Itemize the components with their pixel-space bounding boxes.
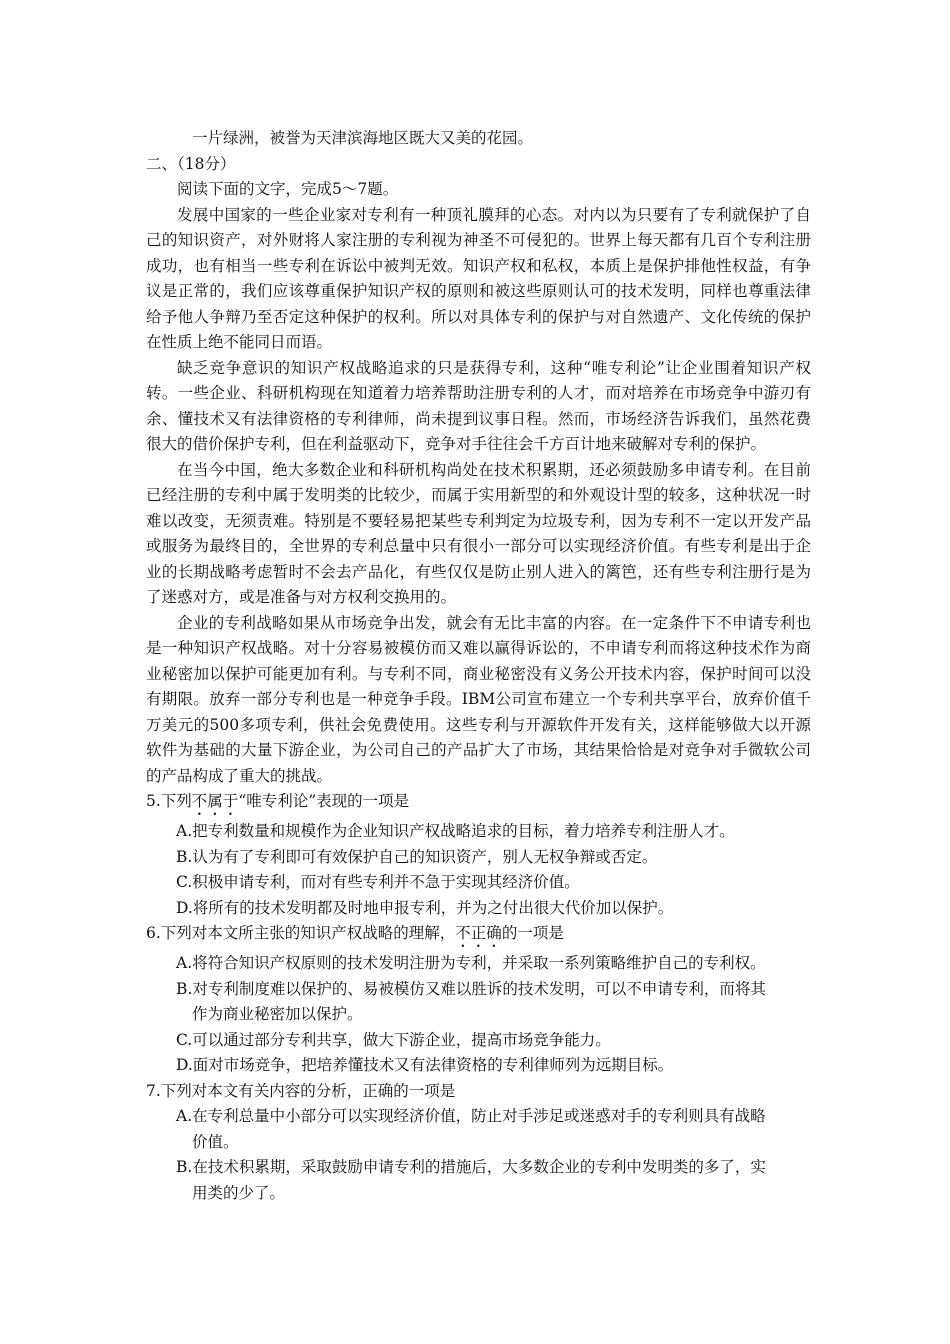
- question-5-emphasis: 不属于: [191, 792, 239, 810]
- question-7-stem: [146, 1079, 811, 1105]
- paragraph-2: 缺乏竞争意识的知识产权战略追求的只是获得专利，这种“唯专利论”让企业围着知识产权转。一些企业、科研机构现在知道着力培养帮助注册专利的人才，而对培养在市场竞争中游刃有余、懂技术又有法律资格的专利律师，尚未提到议事日程。然而，市场经济告诉我们，虽然花费很大的借价保护专利，但在利益驱动下，竞争对手往往会千方百计地来破解对专利的保护。: [146, 358, 811, 453]
- question-7-option-a-continued: 价值。: [192, 1132, 239, 1151]
- question-5-option-a: A.把专利数量和规模作为企业知识产权战略追求的目标，着力培养专利注册人才。: [176, 822, 735, 840]
- question-6-option-b-continued: 作为商业秘密加以保护。: [192, 1005, 363, 1023]
- question-6-option-c: C.可以通过部分专利共享，做大下游企业，提高市场竞争能力。: [176, 1030, 611, 1049]
- question-7-option-b: B.在技术积累期，采取鼓励申请专利的措施后，大多数企业的专利中发明类的多了，实: [176, 1158, 766, 1176]
- question-5-stem-before: 5.下列: [146, 792, 192, 810]
- question-6-option-b: B.对专利制度难以保护的、易被模仿又难以胜诉的技术发明，可以不申请专利，而将其: [176, 979, 766, 998]
- section-heading: 二、（18分）: [146, 154, 236, 173]
- question-6-stem-before: 6.下列对本文所主张的知识产权战略的理解，: [146, 924, 456, 942]
- paragraph-3: 在当今中国，绝大多数企业和科研机构尚处在技术积累期，还必须鼓励多申请专利。在目前已经注册的专利中属于发明类的比较少，而属于实用新型的和外观设计型的较多，这种状况一时难以改变，无须责难。特别是不要轻易把某些专利判定为垃圾专利，因为专利不一定以开发产品或服务为最终目的，全世界的专利总量中只有很小一部分可以实现经济价值。有些专利是出于企业的长期战略考虑暂时不会去产品化，有些仅仅是防止别人进入的篱笆，还有些专利注册行是为了迷惑对方，或是准备与对方权利交换用的。: [146, 460, 811, 606]
- question-5-option-d: D.将所有的技术发明都及时地申报专利，并为之付出很大代价加以保护。: [176, 898, 674, 917]
- reading-instruction: 阅读下面的文字，完成5～7题。: [177, 180, 399, 198]
- question-6-emphasis: 不正确: [455, 924, 502, 942]
- paragraph-1: 发展中国家的一些企业家对专利有一种顶礼膜拜的心态。对内以为只要有了专利就保护了自己的知识资产，对外财将人家注册的专利视为神圣不可侵犯的。世界上每天都有几百个专利注册成功，也有相当一些专利在诉讼中被判无效。知识产权和私权，本质上是保护排他性权益，有争议是正常的，我们应该尊重保护知识产权的原则和被这些原则认可的技术发明，同样也尊重法律给予他人争辩乃至否定这种保护的权利。所以对具体专利的保护与对自然遗产、文化传统的保护在性质上绝不能同日而语。: [146, 205, 811, 351]
- paragraph-4: 企业的专利战略如果从市场竞争出发，就会有无比丰富的内容。在一定条件下不申请专利也是一种知识产权战略。对十分容易被模仿而又难以赢得诉讼的，不申请专利而将这种技术作为商业秘密加以保护可能更加有利。与专利不同，商业秘密没有义务公开技术内容，保护时间可以没有期限。放弃一部分专利也是一种竞争手段。IBM公司宣布建立一个专利共享平台，放弃价值千万美元的500多项专利，供社会免费使用。这些专利与开源软件开发有关，这样能够做大以开源软件为基础的大量下游企业，为公司自己的产品扩大了市场，其结果恰恰是对竞争对手微软公司的产品构成了重大的挑战。: [146, 613, 811, 785]
- question-5-option-c: C.积极申请专利，而对有些专利并不急于实现其经济价值。: [176, 873, 580, 891]
- question-5-option-b: B.认为有了专利即可有效保护自己的知识资产，别人无权争辩或否定。: [176, 847, 658, 866]
- question-6-stem: [146, 921, 811, 951]
- question-5-stem: [146, 789, 811, 819]
- question-5-stem-after: “唯专利论”表现的一项是: [238, 792, 410, 810]
- page-content: [146, 126, 811, 1206]
- question-7-stem-before: 7.下列对本文有关内容的分析，正确的一项是: [146, 1081, 456, 1100]
- question-7-option-b-continued: 用类的少了。: [192, 1183, 286, 1202]
- question-6-option-d: D.面对市场竞争，把培养懂技术又有法律资格的专利律师列为远期目标。: [176, 1056, 674, 1074]
- intro-line: 一片绿洲，被誉为天津滨海地区既大又美的花园。: [192, 129, 534, 147]
- question-6-stem-after: 的一项是: [501, 924, 564, 942]
- question-7-option-a: A.在专利总量中小部分可以实现经济价值，防止对手涉足或迷惑对手的专利则具有战略: [176, 1107, 766, 1125]
- question-6-option-a: A.将符合知识产权原则的技术发明注册为专利，并采取一系列策略维护自己的专利权。: [176, 954, 766, 972]
